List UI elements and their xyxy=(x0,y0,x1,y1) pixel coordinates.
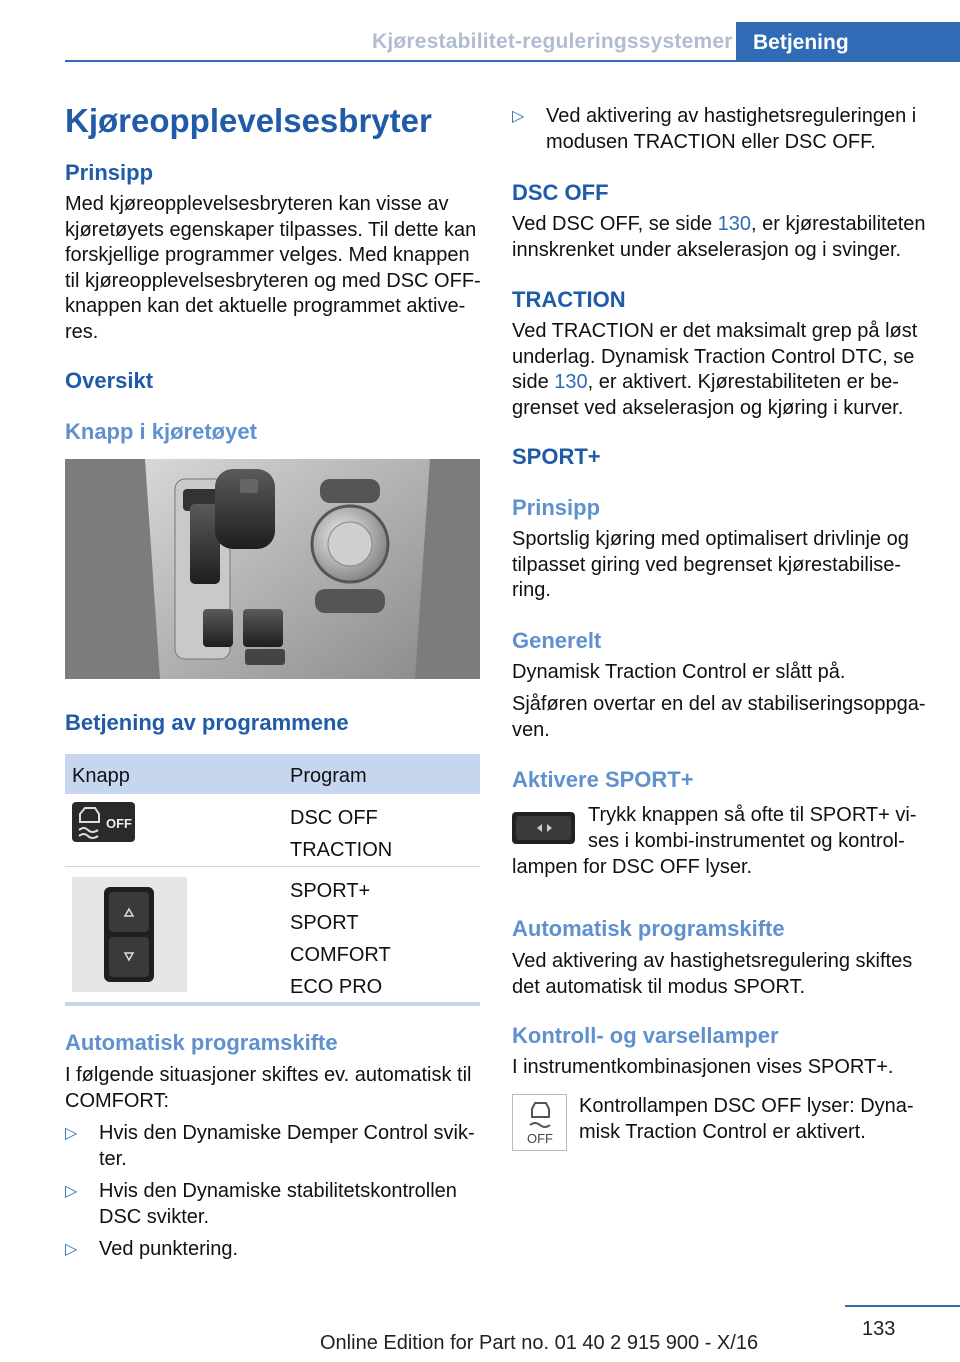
program-cell-2 xyxy=(290,875,391,1003)
page-title: Kjøreopplevelsesbryter xyxy=(65,102,432,139)
lamp-off-label: OFF xyxy=(527,1131,553,1146)
table-header xyxy=(65,754,480,794)
auto-bullet-list xyxy=(65,1121,485,1263)
mode-switch-image xyxy=(72,877,187,992)
triangle-bullet-icon: ▷ xyxy=(65,1183,78,1200)
program-sport: SPORT xyxy=(290,912,359,934)
page-header xyxy=(0,0,960,62)
triangle-bullet-icon: ▷ xyxy=(65,1241,78,1258)
traction-heading: TRACTION xyxy=(512,287,626,312)
dsc-off-button-image xyxy=(72,802,135,842)
header-tab-betjening[interactable]: Betjening xyxy=(736,22,960,62)
header-section-title: Kjørestabilitet-reguleringssystemer xyxy=(372,30,733,53)
auto-heading-right: Automatisk programskifte xyxy=(512,916,785,941)
generelt-heading: Generelt xyxy=(512,628,602,653)
dsc-off-lamp-icon xyxy=(512,1094,567,1151)
triangle-bullet-icon: ▷ xyxy=(65,1125,78,1142)
vehicle-console-photo xyxy=(65,459,480,679)
program-traction: TRACTION xyxy=(290,839,393,861)
mode-button-image xyxy=(512,812,575,844)
program-table xyxy=(65,754,480,1006)
dscoff-text xyxy=(512,212,932,263)
page-link-130[interactable]: 130 xyxy=(554,371,588,393)
bullet-text: Ved punktering. xyxy=(99,1238,238,1260)
traction-text-a: Ved TRACTION er det maksimalt grep på løst underlag. Dynamisk Traction Control DTC, se side xyxy=(512,320,918,393)
triangle-bullet-icon: ▷ xyxy=(512,108,525,125)
program-eco-pro: ECO PRO xyxy=(290,976,383,998)
dsc-off-label: OFF xyxy=(106,816,132,831)
sport-prinsipp-text: Sportslig kjøring med optimalisert drivlinje og tilpasset giring ved begrenset kjørestabilise-ring. xyxy=(512,528,909,601)
program-cell-1 xyxy=(290,802,392,866)
dscoff-heading: DSC OFF xyxy=(512,180,609,205)
bullet-text: Ved aktivering av hastighetsreguleringen i modusen TRACTION eller DSC OFF. xyxy=(546,105,917,153)
footer-rule xyxy=(845,1305,960,1307)
generelt-text-1: Dynamisk Traction Control er slått på. xyxy=(512,661,846,683)
traction-text xyxy=(512,319,932,421)
program-comfort: COMFORT xyxy=(290,944,391,966)
table-row xyxy=(65,794,480,866)
list-item xyxy=(512,104,932,155)
top-bullet-list xyxy=(512,104,932,155)
bullet-text: Hvis den Dynamiske Demper Control svik-ter. xyxy=(99,1122,475,1170)
oversikt-heading: Oversikt xyxy=(65,368,154,393)
kontroll-text: I instrumentkombinasjonen vises SPORT+. xyxy=(512,1056,894,1078)
footer-edition: Online Edition for Part no. 01 40 2 915 900 - X/16 xyxy=(320,1332,759,1354)
table-row xyxy=(65,866,480,1002)
bullet-text: Hvis den Dynamiske stabilitetskontrollen DSC svikter. xyxy=(99,1180,457,1228)
sport-heading: SPORT+ xyxy=(512,444,601,469)
table-bottom-rule xyxy=(65,1002,480,1006)
aktivere-text-b: lampen for DSC OFF lyser. xyxy=(512,856,753,878)
generelt-text-2: Sjåføren overtar en del av stabiliseringsoppga-ven. xyxy=(512,693,926,741)
dsc-car-icon xyxy=(72,802,135,842)
console-illustration xyxy=(65,459,480,679)
list-item xyxy=(65,1237,485,1263)
auto-text-left: I følgende situasjoner skiftes ev. automatisk til COMFORT: xyxy=(65,1064,472,1112)
page-link-130[interactable]: 130 xyxy=(717,213,752,235)
knapp-heading: Knapp i kjøretøyet xyxy=(65,419,257,444)
prinsipp-text: Med kjøreopplevelsesbryteren kan visse av kjøretøyets egenskaper tilpasses. Til dette kan forskjellige programmer velges. Med knappen til kjøreopplevelsesbryteren og med DSC OFF-knappen kan det aktuelle programmet aktive-res. xyxy=(65,193,481,343)
auto-heading-left: Automatisk programskifte xyxy=(65,1030,338,1055)
dsc-lamp-symbol xyxy=(513,1095,568,1152)
page-number: 133 xyxy=(862,1318,896,1340)
header-rule xyxy=(65,60,736,62)
col-program: Program xyxy=(290,765,367,787)
list-item xyxy=(65,1121,485,1172)
mode-arrows-icon xyxy=(512,812,575,844)
mode-switch-icon xyxy=(72,877,187,992)
kontroll-heading: Kontroll- og varsellamper xyxy=(512,1023,779,1048)
traction-text-b: , er aktivert. Kjørestabiliteten er be-grenset ved akselerasjon og kjøring i kurver. xyxy=(512,371,904,419)
auto-text-right: Ved aktivering av hastighetsregulering skiftes det automatisk til modus SPORT. xyxy=(512,950,913,998)
dscoff-text-b: , er kjørestabiliteten innskrenket under akselerasjon og i svinger. xyxy=(512,213,926,261)
dscoff-text-a: Ved DSC OFF, se side xyxy=(512,213,718,235)
aktivere-text-a: Trykk knappen så ofte til SPORT+ vi-ses i kombi-instrumentet og kontrol- xyxy=(588,804,917,852)
col-knapp: Knapp xyxy=(72,765,130,787)
program-dsc-off: DSC OFF xyxy=(290,807,378,829)
aktivere-heading: Aktivere SPORT+ xyxy=(512,767,694,792)
list-item xyxy=(65,1179,485,1230)
lamp-text: Kontrollampen DSC OFF lyser: Dyna-misk Traction Control er aktivert. xyxy=(579,1095,914,1143)
program-sport-plus: SPORT+ xyxy=(290,880,371,902)
prinsipp-heading: Prinsipp xyxy=(65,160,154,185)
sport-prinsipp-heading: Prinsipp xyxy=(512,495,601,520)
betjening-heading: Betjening av programmene xyxy=(65,710,349,735)
